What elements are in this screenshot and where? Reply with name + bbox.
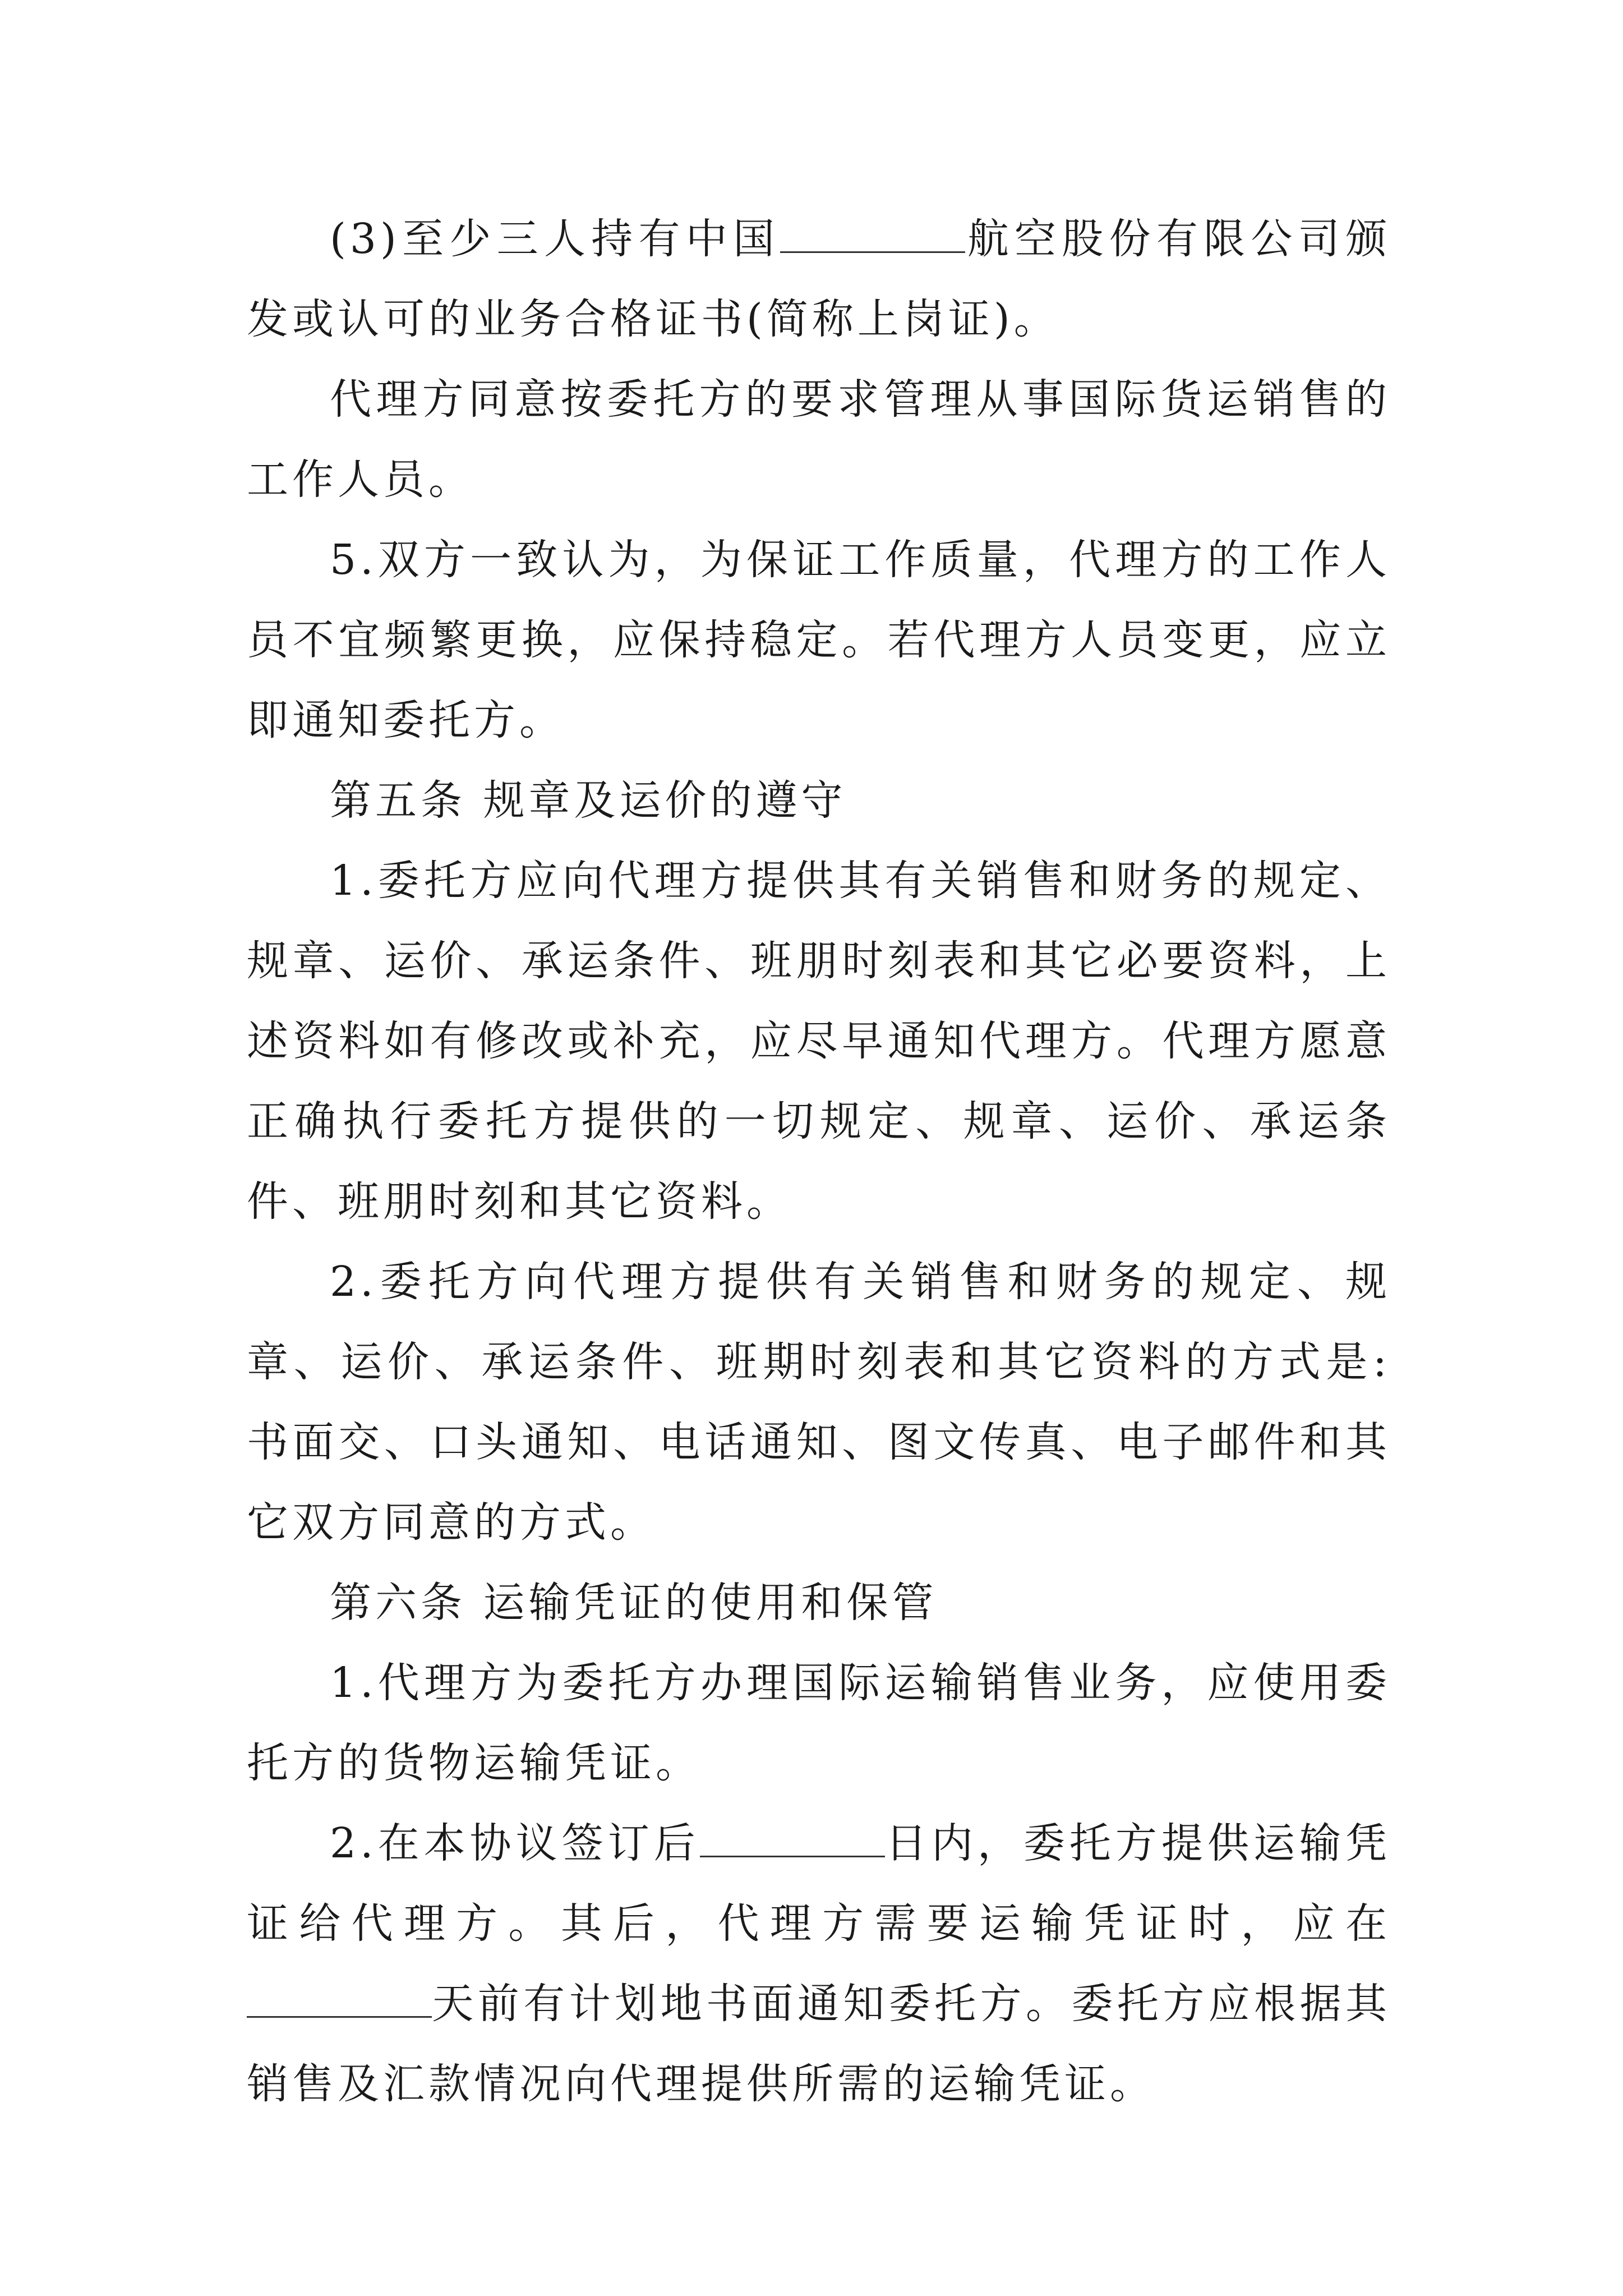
- paragraph-staff-management: 代理方同意按委托方的要求管理从事国际货运销售的工作人员。: [247, 375, 1391, 504]
- paragraph-transport-documents-supply: [247, 1803, 1391, 2124]
- blank-airline-name: [780, 211, 965, 253]
- paragraph-text: (3)至少三人持有中国: [330, 215, 781, 263]
- paragraph-certificate-requirement: [247, 199, 1391, 360]
- paragraph-transport-documents-use: 1.代理方为委托方办理国际运输销售业务，应使用委托方的货物运输凭证。: [247, 1659, 1391, 1787]
- paragraph-staff-stability: 5.双方一致认为，为保证工作质量，代理方的工作人员不宜频繁更换，应保持稳定。若代理方人员变更，应立即通知委托方。: [247, 536, 1391, 744]
- paragraph-rules-delivery-methods: 2.委托方向代理方提供有关销售和财务的规定、规章、运价、承运条件、班期时刻表和其它资料的方式是:书面交、口头通知、电话通知、图文传真、电子邮件和其它双方同意的方式。: [247, 1258, 1391, 1547]
- paragraph-text: 航空股份有限公司颁发或认可的业务合格证书(简称上岗证)。: [247, 215, 1391, 343]
- paragraph-text: 天前有计划地书面通知委托方。委托方应根据其销售及汇款情况向代理提供所需的运输凭证。: [247, 1980, 1391, 2108]
- paragraph-text: 2.在本协议签订后: [330, 1819, 700, 1867]
- article-six-heading: 第六条 运输凭证的使用和保管: [330, 1579, 938, 1627]
- paragraph-rules-provision: 1.委托方应向代理方提供其有关销售和财务的规定、规章、运价、承运条件、班朋时刻表和其它必要资料，上述资料如有修改或补充，应尽早通知代理方。代理方愿意正确执行委托方提供的一切规定、规章、运价、承运条件、班朋时刻和其它资料。: [247, 857, 1391, 1226]
- paragraph-text: 日内，委托方提供运输凭证给代理方。其后，代理方需要运输凭证时，应在: [247, 1819, 1391, 1948]
- blank-days-notice: [247, 1976, 432, 2018]
- article-five-heading: 第五条 规章及运价的遵守: [330, 776, 847, 825]
- document-body: [247, 199, 1391, 2124]
- blank-days-after-signing: [700, 1815, 885, 1857]
